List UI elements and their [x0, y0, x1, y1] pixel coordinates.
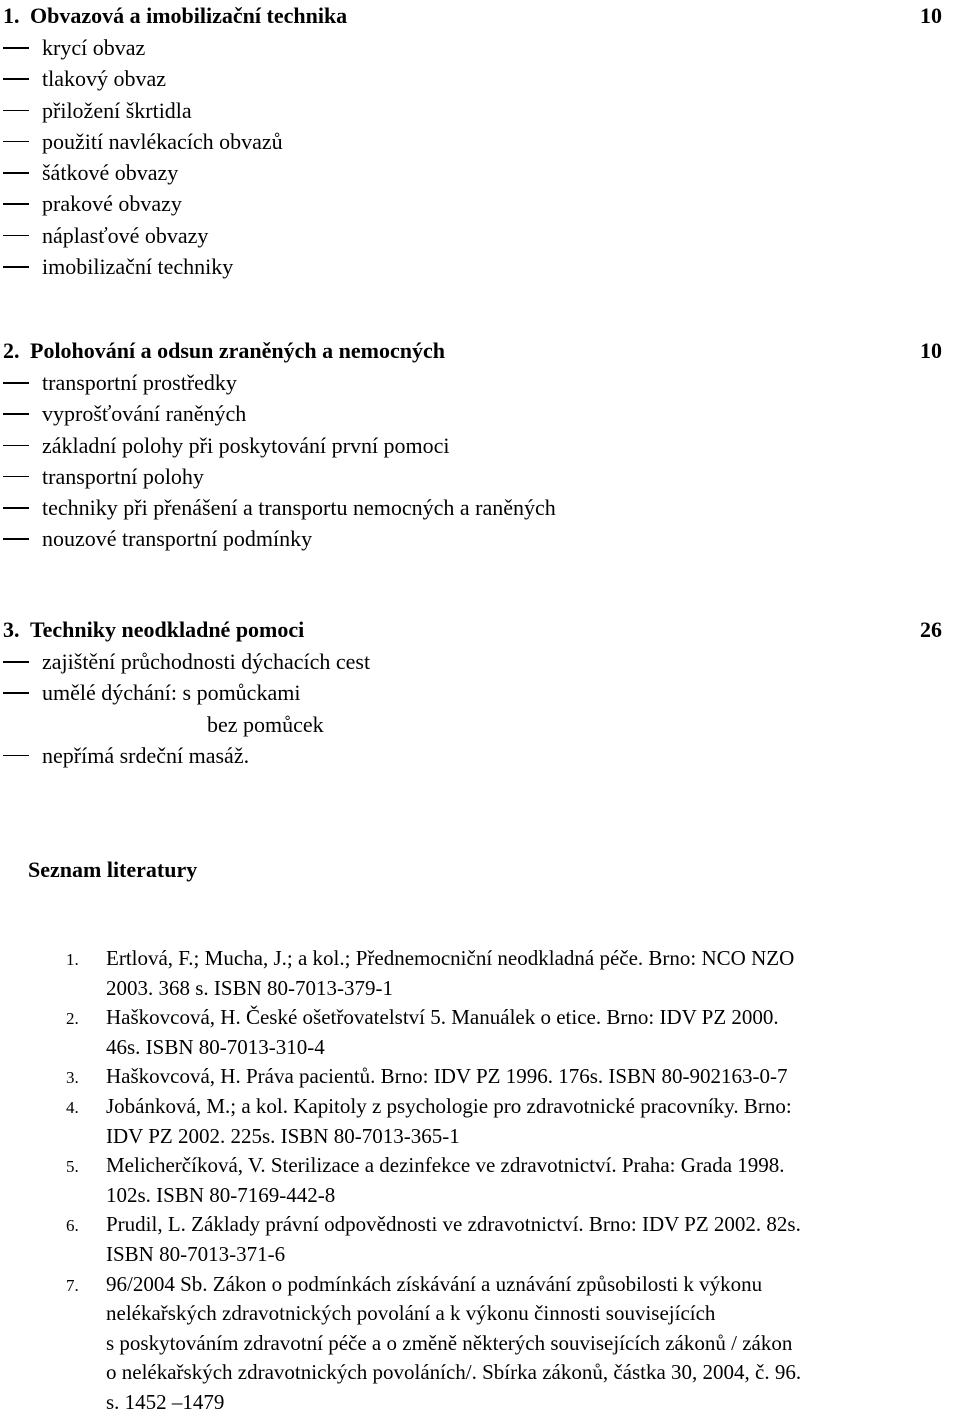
dash-bullet-icon: [3, 141, 29, 143]
section-hours: 26: [920, 617, 942, 642]
reference-text: [106, 1210, 956, 1269]
section-3: [0, 614, 960, 771]
list-item-text: zajištění průchodnosti dýchacích cest: [42, 649, 371, 674]
section-number: 3.: [3, 617, 20, 642]
list-item: [0, 523, 960, 554]
reference-line: Ertlová, F.; Mucha, J.; a kol.; Přednemocniční neodkladná péče. Brno: NCO NZO: [106, 946, 795, 970]
section-title: Techniky neodkladné pomoci: [30, 617, 305, 642]
dash-bullet-icon: [3, 266, 29, 268]
reference-line: s poskytováním zdravotní péče a o změně některých souvisejících zákonů / zákon: [106, 1330, 793, 1355]
reference-text: [106, 1003, 956, 1062]
dash-bullet-icon: [3, 47, 29, 49]
dash-bullet-icon: [3, 476, 29, 478]
dash-bullet-icon: [3, 445, 29, 447]
reference-number: 6.: [66, 1216, 79, 1236]
dash-bullet-icon: [3, 413, 29, 415]
dash-bullet-icon: [3, 203, 29, 205]
dash-bullet-icon: [3, 538, 29, 540]
reference-line: o nelékařských zdravotnických povoláních/. Sbírka zákonů, částka 30, 2004, č. 96.: [106, 1360, 802, 1385]
reference-item: [0, 1062, 960, 1092]
reference-line: Haškovcová, H. České ošetřovatelství 5. Manuálek o etice. Brno: IDV PZ 2000.: [106, 1005, 779, 1030]
dash-bullet-icon: [3, 755, 29, 757]
literature-title: Seznam literatury: [28, 857, 198, 882]
reference-text: [106, 1062, 956, 1092]
section-hours: 10: [920, 3, 942, 28]
reference-item: [0, 1092, 960, 1151]
list-item-text: tlakový obvaz: [42, 66, 167, 92]
reference-number: 3.: [66, 1068, 79, 1088]
list-item-text: použití navlékacích obvazů: [42, 128, 283, 154]
reference-line: 102s. ISBN 80-7169-442-8: [106, 1182, 336, 1207]
reference-number: 4.: [66, 1097, 79, 1117]
dash-bullet-icon: [3, 235, 29, 237]
list-item: [0, 63, 960, 94]
reference-line: ISBN 80-7013-371-6: [106, 1241, 286, 1266]
list-item: [0, 126, 960, 157]
list-item: [0, 188, 960, 219]
section-2: [0, 335, 960, 555]
list-item: [0, 157, 960, 188]
reference-text: [106, 944, 956, 1003]
reference-text: [106, 1092, 956, 1151]
list-item-text: nepřímá srdeční masáž.: [42, 742, 250, 768]
list-item-text: bez pomůcek: [207, 711, 324, 737]
reference-text: [106, 1270, 956, 1418]
list-item: [0, 677, 960, 708]
section-hours: 10: [920, 338, 942, 363]
reference-line: Melicherčíková, V. Sterilizace a dezinfekce ve zdravotnictví. Praha: Grada 1998.: [106, 1153, 785, 1178]
list-item: [0, 220, 960, 251]
reference-number: 5.: [66, 1157, 79, 1177]
dash-bullet-icon: [3, 692, 29, 694]
list-item-text: krycí obvaz: [42, 35, 146, 60]
section-title: Obvazová a imobilizační technika: [30, 3, 348, 28]
reference-list: [0, 944, 960, 1418]
reference-item: [0, 1003, 960, 1062]
list-item-text: vyprošťování raněných: [42, 401, 247, 427]
reference-item: [0, 1151, 960, 1210]
reference-line: Jobánková, M.; a kol. Kapitoly z psychologie pro zdravotnické pracovníky. Brno:: [106, 1093, 792, 1118]
list-item: [0, 32, 960, 63]
section-heading: [0, 0, 960, 32]
list-item-text: základní polohy při poskytování první pomoci: [42, 432, 450, 458]
list-item: [0, 430, 960, 461]
list-item-text: transportní polohy: [42, 463, 204, 489]
dash-bullet-icon: [3, 78, 29, 80]
list-item-text: nouzové transportní podmínky: [42, 526, 313, 552]
list-item-text: náplasťové obvazy: [42, 222, 209, 248]
reference-number: 7.: [66, 1275, 79, 1295]
list-item-text: prakové obvazy: [42, 191, 182, 217]
reference-text: [106, 1151, 956, 1210]
list-item: [0, 461, 960, 492]
list-item: [0, 95, 960, 126]
list-item: [0, 646, 960, 677]
reference-line: 46s. ISBN 80-7013-310-4: [106, 1034, 325, 1059]
list-item: [0, 709, 960, 740]
dash-bullet-icon: [3, 661, 29, 663]
section-number: 1.: [3, 3, 20, 28]
section-number: 2.: [3, 338, 20, 363]
list-item: [0, 740, 960, 771]
dash-bullet-icon: [3, 172, 29, 174]
list-item-text: transportní prostředky: [42, 370, 237, 395]
reference-item: [0, 944, 960, 1003]
section-title: Polohování a odsun zraněných a nemocných: [30, 338, 445, 363]
list-item: [0, 367, 960, 398]
dash-bullet-icon: [3, 110, 29, 112]
list-item-text: techniky při přenášení a transportu nemocných a raněných: [42, 495, 556, 521]
reference-line: Haškovcová, H. Práva pacientů. Brno: IDV PZ 1996. 176s. ISBN 80-902163-0-7: [106, 1064, 788, 1089]
reference-item: [0, 1270, 960, 1418]
section-1: [0, 0, 960, 282]
reference-number: 1.: [66, 950, 79, 969]
reference-number: 2.: [66, 1009, 79, 1029]
reference-line: nelékařských zdravotnických povolání a k výkonu činnosti souvisejících: [106, 1301, 716, 1326]
dash-bullet-icon: [3, 382, 29, 384]
list-item-text: imobilizační techniky: [42, 254, 234, 280]
section-heading: [0, 335, 960, 367]
list-item-text: šátkové obvazy: [42, 160, 179, 186]
list-item: [0, 398, 960, 429]
list-item: [0, 251, 960, 282]
list-item-text: přiložení škrtidla: [42, 97, 192, 123]
dash-bullet-icon: [3, 507, 29, 509]
reference-line: Prudil, L. Základy právní odpovědnosti ve zdravotnictví. Brno: IDV PZ 2002. 82s.: [106, 1212, 801, 1237]
reference-line: 96/2004 Sb. Zákon o podmínkách získávání a uznávání způsobilosti k výkonu: [106, 1271, 763, 1296]
list-item-text: umělé dýchání: s pomůckami: [42, 680, 301, 706]
reference-line: IDV PZ 2002. 225s. ISBN 80-7013-365-1: [106, 1123, 460, 1148]
reference-line: 2003. 368 s. ISBN 80-7013-379-1: [106, 975, 393, 1000]
section-heading: [0, 614, 960, 646]
reference-item: [0, 1210, 960, 1269]
reference-line: s. 1452 –1479: [106, 1389, 225, 1414]
list-item: [0, 492, 960, 523]
